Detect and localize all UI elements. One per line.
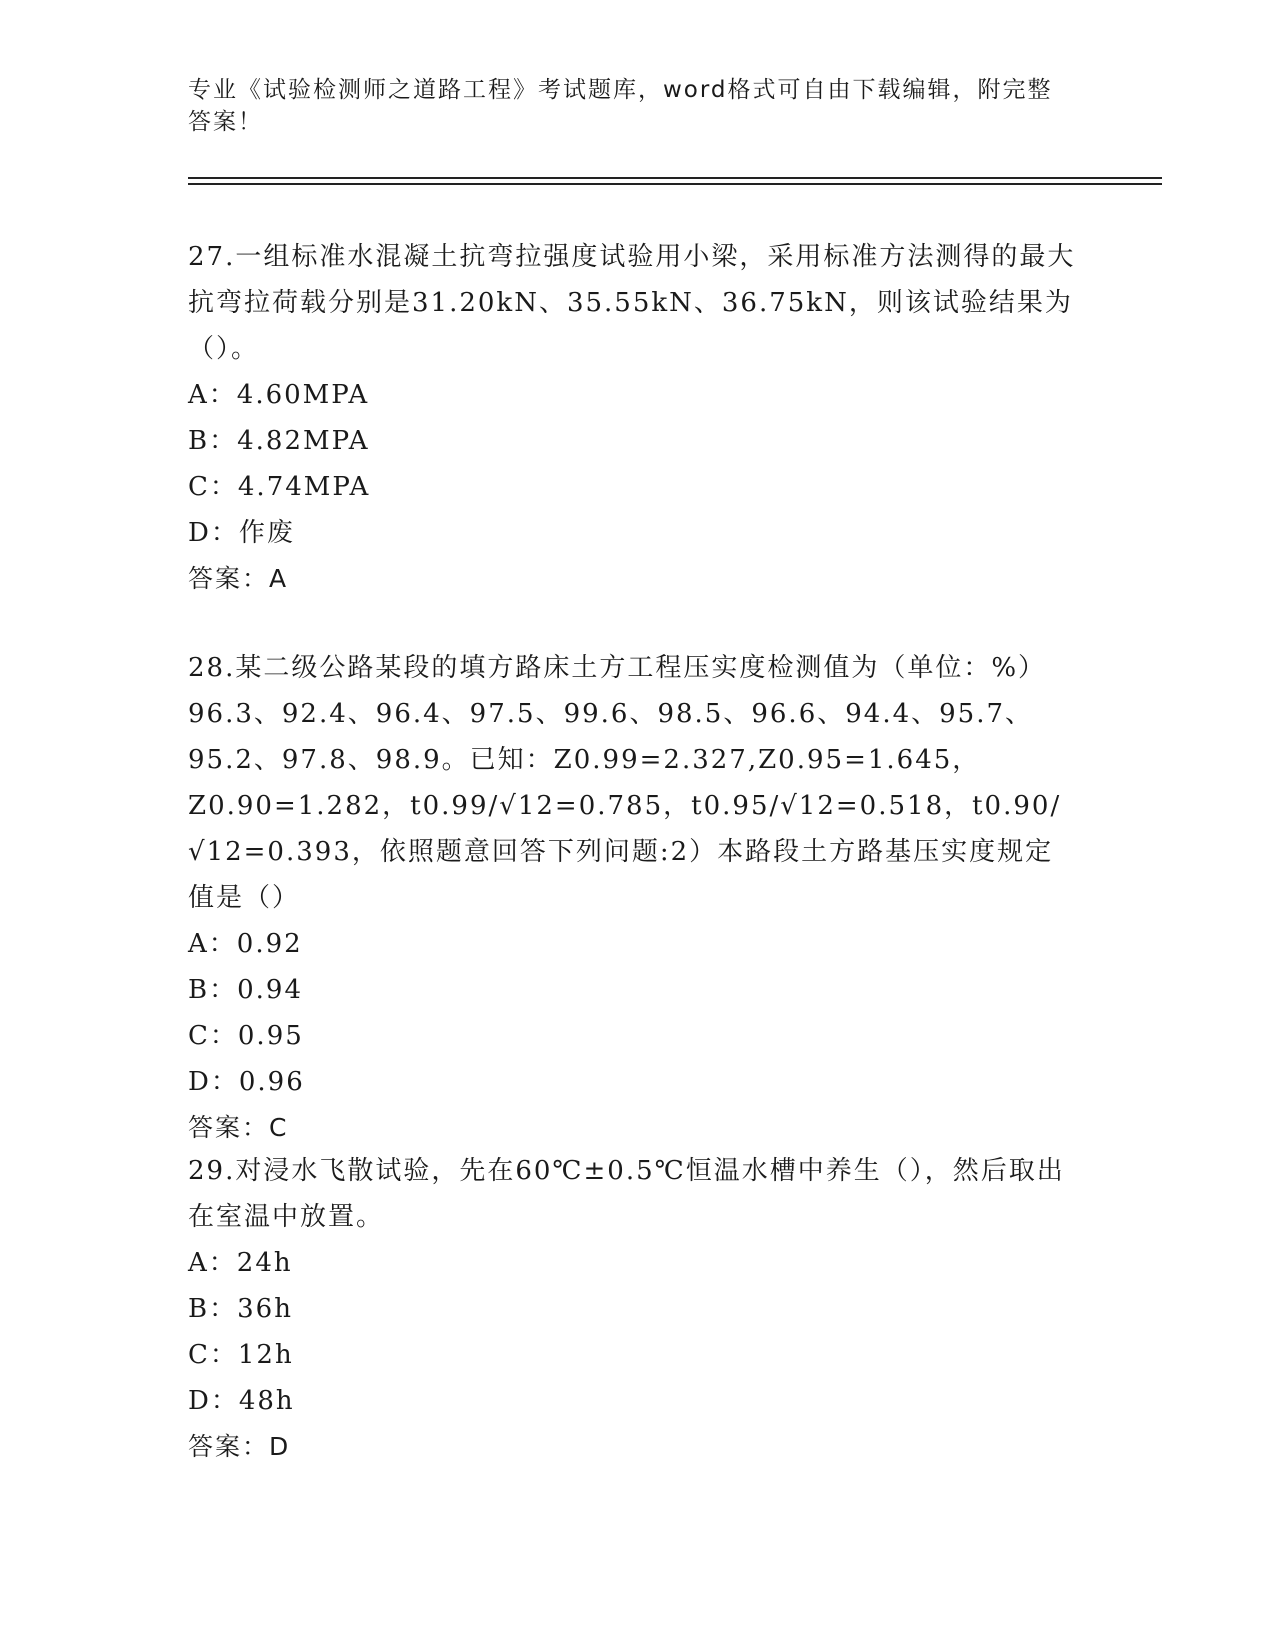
question-stem: 29.对浸水飞散试验，先在60℃±0.5℃恒温水槽中养生（），然后取出在室温中放置。 xyxy=(188,1156,1065,1232)
option-c: C：12h xyxy=(188,1340,294,1370)
option-b: B：36h xyxy=(188,1294,293,1324)
question-28 xyxy=(188,645,1078,1151)
option-a: A：4.60MPA xyxy=(188,380,370,410)
option-b: B：0.94 xyxy=(188,975,303,1005)
answer-line: 答案：C xyxy=(188,1113,289,1142)
question-29 xyxy=(188,1148,1078,1470)
answer-line: 答案：D xyxy=(188,1432,291,1461)
option-c: C：4.74MPA xyxy=(188,472,371,502)
option-a: A：0.92 xyxy=(188,929,303,959)
option-c: C：0.95 xyxy=(188,1021,304,1051)
question-stem: 27.一组标准水混凝土抗弯拉强度试验用小梁，采用标准方法测得的最大抗弯拉荷载分别是31.20kN、35.55kN、36.75kN，则该试验结果为（）。 xyxy=(188,242,1076,364)
document-header: 专业《试验检测师之道路工程》考试题库，word格式可自由下载编辑，附完整答案！ xyxy=(188,77,1053,135)
option-a: A：24h xyxy=(188,1248,293,1278)
header-divider-top xyxy=(188,177,1162,179)
answer-line: 答案：A xyxy=(188,564,289,593)
header-divider-bottom xyxy=(188,183,1162,185)
question-stem: 28.某二级公路某段的填方路床土方工程压实度检测值为（单位：%）96.3、92.4、96.4、97.5、99.6、98.5、96.6、94.4、95.7、95.2、97.8、98.9。已知：Z0.99=2.327,Z0.95=1.645，Z0.90=1.282，t0.99/√12=0.785，t0.95/√12=0.518，t0.90/√12=0.393，依照题意回答下列问题:2）本路段土方路基压实度规定值是（） xyxy=(188,653,1062,913)
option-d: D：作废 xyxy=(188,518,295,548)
question-27 xyxy=(188,234,1078,602)
option-d: D：48h xyxy=(188,1386,295,1416)
option-b: B：4.82MPA xyxy=(188,426,370,456)
option-d: D：0.96 xyxy=(188,1067,305,1097)
